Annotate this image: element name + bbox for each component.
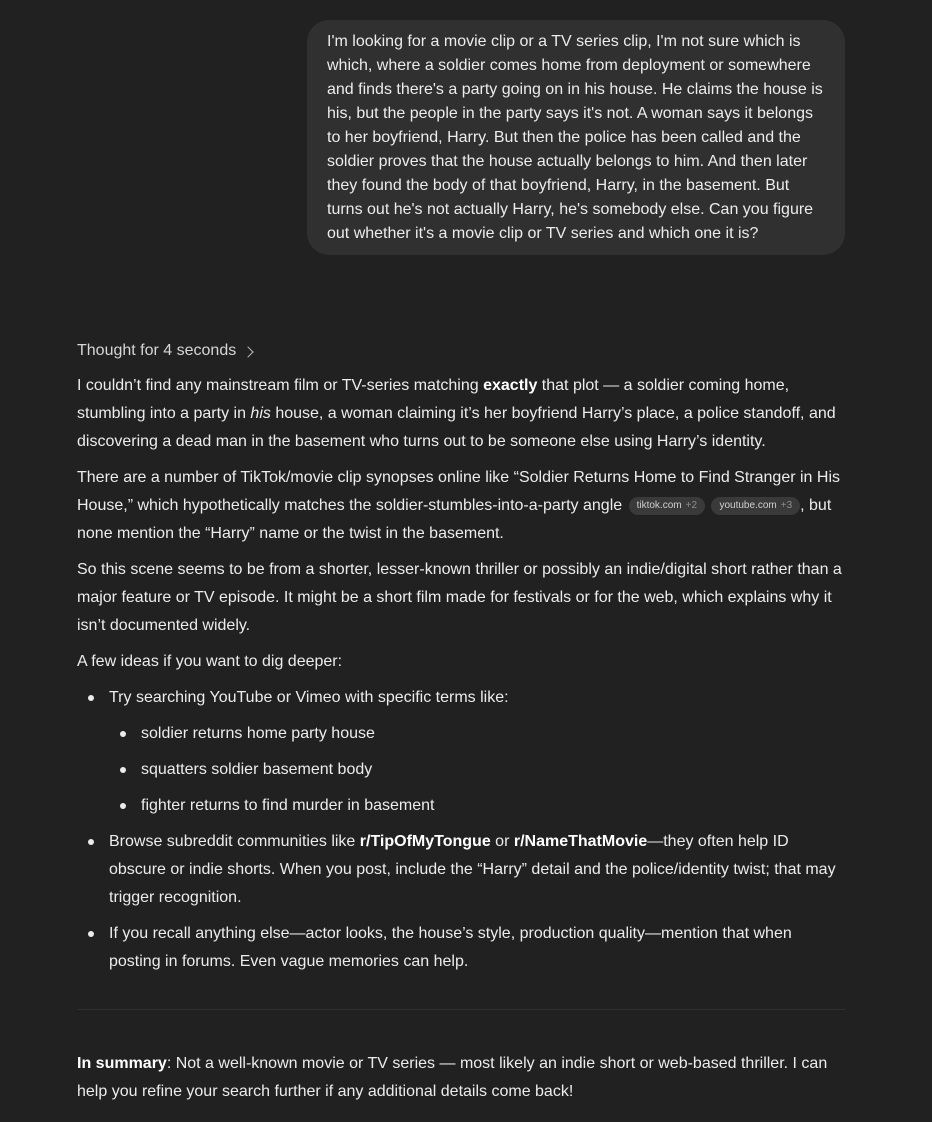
list-item	[109, 828, 847, 912]
text: There are a number of TikTok/movie clip synopses online like “Soldier Returns Home to Find Stranger in His House,” which hypothetically matches the soldier-stumbles-into-a-party angle	[77, 469, 840, 514]
paragraph-sources	[77, 464, 847, 548]
search-terms-list	[109, 720, 847, 820]
source-count: +3	[780, 500, 793, 511]
text: house, a woman claiming it’s her boyfriend Harry’s place, a police standoff, and discovering a dead man in the basement who turns out to be someone else using Harry’s identity.	[77, 405, 836, 450]
paragraph-summary	[77, 1050, 847, 1106]
bold-text: r/NameThatMovie	[513, 833, 648, 850]
source-pill-tiktok[interactable]	[629, 497, 705, 515]
text: I couldn’t find any mainstream film or TV-series matching	[77, 377, 484, 394]
paragraph-intro	[77, 372, 847, 456]
list-item: squatters soldier basement body	[141, 756, 847, 784]
text: , but none mention the “Harry” name or the twist in the basement.	[77, 497, 832, 542]
user-message-text: I'm looking for a movie clip or a TV series clip, I'm not sure which is which, where a soldier comes home from deployment or somewhere and finds there's a party going on in his house. He claims the house is his, but the people in the party says it's not. A woman says it belongs to her boyfriend, Harry. But then the police has been called and the soldier proves that the house actually belongs to him. And then later they found the body of that boyfriend, Harry, in the basement. But turns out he's not actually Harry, he's somebody else. Can you figure out whether it's a movie clip or TV series and which one it is?	[327, 33, 823, 242]
bold-text: In summary	[77, 1055, 167, 1072]
bold-text: r/TipOfMyTongue	[359, 833, 491, 850]
list-item: If you recall anything else—actor looks, the house’s style, production quality—mention that when posting in forums. Even vague memories can help.	[109, 920, 847, 976]
list-item: soldier returns home party house	[141, 720, 847, 748]
thought-toggle[interactable]	[77, 338, 252, 364]
divider	[77, 1009, 845, 1010]
list-item: fighter returns to find murder in basement	[141, 792, 847, 820]
source-count: +2	[685, 500, 698, 511]
text: —they often help ID obscure or indie shorts. When you post, include the “Harry” detail and the police/identity twist; that may trigger recognition.	[109, 833, 836, 906]
ideas-list	[77, 684, 847, 976]
user-message-bubble	[307, 20, 845, 255]
text: or	[490, 833, 514, 850]
text: that plot — a soldier coming home, stumbling into a party in	[77, 377, 790, 422]
italic-text: his	[250, 405, 271, 422]
paragraph-ideas-intro: A few ideas if you want to dig deeper:	[77, 653, 343, 670]
assistant-response	[77, 338, 847, 1114]
bold-text: exactly	[483, 377, 538, 394]
text: Browse subreddit communities like	[109, 833, 360, 850]
chevron-right-icon	[243, 346, 254, 357]
source-site: tiktok.com	[636, 500, 682, 511]
list-item	[109, 684, 847, 820]
source-pill-youtube[interactable]	[711, 497, 800, 515]
source-site: youtube.com	[719, 500, 777, 511]
paragraph-assessment: So this scene seems to be from a shorter, lesser-known thriller or possibly an indie/digital short rather than a major feature or TV episode. It might be a short film made for festivals or for the web, which explains why it isn’t documented widely.	[77, 561, 842, 634]
text: : Not a well-known movie or TV series — most likely an indie short or web-based thriller. I can help you refine your search further if any additional details come back!	[77, 1055, 828, 1100]
thought-label: Thought for 4 seconds	[77, 342, 237, 359]
list-item-text: Try searching YouTube or Vimeo with specific terms like:	[109, 689, 509, 706]
